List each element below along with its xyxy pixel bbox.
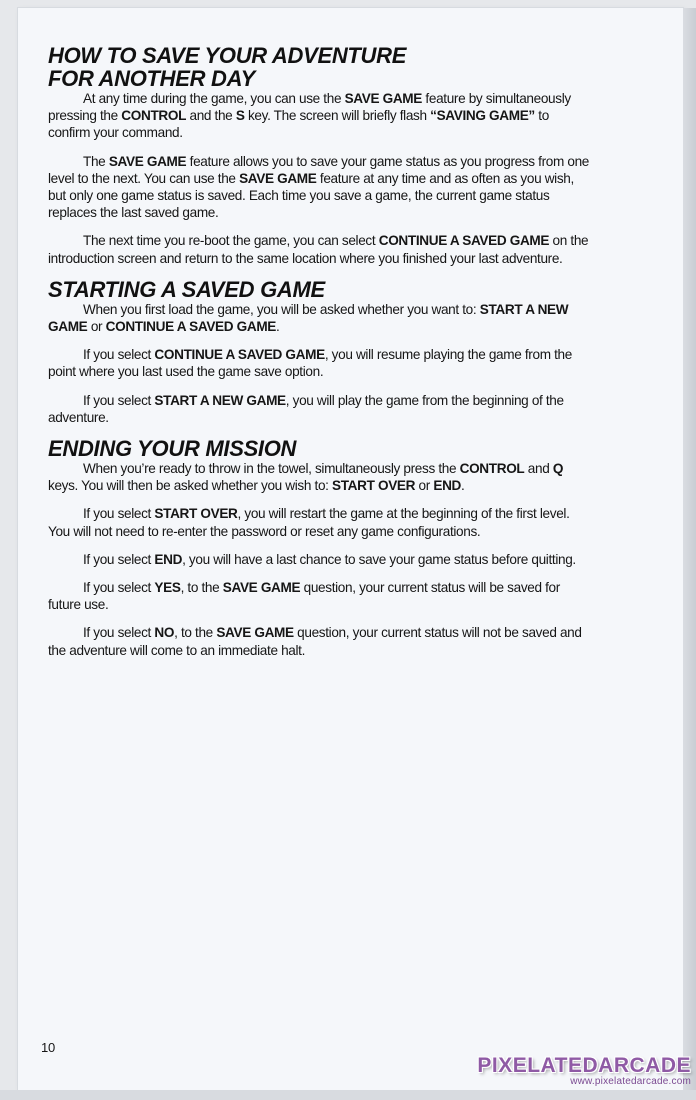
paragraph-end-5 <box>48 624 593 658</box>
bold-term: END <box>433 478 462 494</box>
paragraph-text: and the <box>186 108 236 124</box>
bold-term: “SAVING GAME” <box>430 108 535 124</box>
paragraph-end-1 <box>48 460 593 494</box>
bold-term: SAVE GAME <box>108 153 187 169</box>
paragraph-text: or <box>87 319 106 335</box>
bold-term: SAVE GAME <box>216 625 294 641</box>
paragraph-text: If you select <box>83 392 155 408</box>
section-heading-save-adventure <box>48 44 593 90</box>
paragraph-text: , you will restart the game at the beginning of the first level. You will not need to re-enter the password or reset any game configurations. <box>48 506 570 539</box>
paragraph-text: . <box>461 478 465 494</box>
bold-term: SAVE GAME <box>239 170 317 186</box>
paragraph-text: and <box>524 461 553 477</box>
bold-term: NO <box>154 625 175 641</box>
heading-line-2: FOR ANOTHER DAY <box>48 66 255 91</box>
paragraph-start-2 <box>48 346 593 380</box>
bold-term: START A NEW GAME <box>154 392 286 408</box>
paragraph-text: feature at any time and as often as you wish, but only one game status is saved. Each time you save a game, the current game status replaces the last saved game. <box>48 170 574 221</box>
bold-term: CONTINUE A SAVED GAME <box>154 347 325 363</box>
paragraph-text: , you will have a last chance to save your game status before quitting. <box>182 551 576 567</box>
bold-term: S <box>235 108 245 124</box>
page-number: 10 <box>41 1040 56 1055</box>
bold-term: CONTINUE A SAVED GAME <box>378 233 550 249</box>
paragraph-end-3 <box>48 551 593 568</box>
paragraph-text: When you’re ready to throw in the towel, simultaneously press the <box>83 461 460 477</box>
paragraph-save-2 <box>48 153 593 222</box>
paragraph-text: If you select <box>83 506 155 522</box>
bold-term: START OVER <box>332 478 416 494</box>
bold-term: CONTINUE A SAVED GAME <box>105 319 277 335</box>
bold-term: SAVE GAME <box>344 91 422 106</box>
page-edge-right <box>683 8 696 1090</box>
manual-content <box>48 44 593 670</box>
watermark <box>477 1055 691 1087</box>
paragraph-text: The next time you re-boot the game, you can select <box>83 233 379 249</box>
paragraph-text: If you select <box>83 625 155 641</box>
bold-term: SAVE GAME <box>222 580 301 596</box>
paragraph-start-1 <box>48 301 593 335</box>
bold-term: START A NEW GAME <box>48 301 569 335</box>
bold-term: CONTROL <box>459 461 525 477</box>
paragraph-text: If you select <box>83 551 155 567</box>
section-save-adventure <box>48 44 593 267</box>
paragraph-text: question, your current status will not be saved and the adventure will come to an immediate halt. <box>48 625 582 658</box>
section-heading-ending-mission: ENDING YOUR MISSION <box>48 436 297 462</box>
paragraph-text: feature allows you to save your game status as you progress from one level to the next. You can use the <box>48 153 589 186</box>
paragraph-text: question, your current status will be saved for future use. <box>48 580 560 613</box>
heading-line-1: HOW TO SAVE YOUR ADVENTURE <box>48 43 407 68</box>
paragraph-start-3 <box>48 392 593 426</box>
paragraph-text: . <box>276 319 280 335</box>
paragraph-text: , you will play the game from the beginning of the adventure. <box>48 392 564 425</box>
page-edge-bottom <box>0 1090 696 1100</box>
paragraph-text: on the introduction screen and return to the same location where you finished your last adventure. <box>48 233 589 266</box>
paragraph-text: keys. You will then be asked whether you wish to: <box>48 478 333 494</box>
section-starting-saved-game <box>48 278 593 426</box>
bold-term: YES <box>154 580 181 596</box>
paragraph-text: The <box>83 153 109 169</box>
paragraph-end-4 <box>48 579 593 613</box>
paragraph-text: If you select <box>83 580 155 596</box>
paragraph-text: , to the <box>180 580 223 596</box>
bold-term: END <box>154 551 183 567</box>
section-heading-starting-saved-game: STARTING A SAVED GAME <box>48 276 325 302</box>
paragraph-save-3 <box>48 232 593 266</box>
paragraph-text: At any time during the game, you can use the <box>83 91 345 106</box>
paragraph-end-2 <box>48 505 593 539</box>
paragraph-text: to confirm your command. <box>48 108 549 141</box>
paragraph-text: When you first load the game, you will be asked whether you want to: <box>83 301 480 317</box>
paragraph-text: feature by simultaneously pressing the <box>48 91 571 124</box>
bold-term: START OVER <box>154 506 238 522</box>
paragraph-text: key. The screen will briefly flash <box>244 108 431 124</box>
paragraph-text: , you will resume playing the game from the point where you last used the game save option. <box>48 347 572 380</box>
paragraph-text: If you select <box>83 347 155 363</box>
paragraph-text: or <box>415 478 434 494</box>
watermark-url: www.pixelatedarcade.com <box>570 1076 691 1087</box>
paragraph-text: , to the <box>174 625 217 641</box>
bold-term: Q <box>552 461 564 477</box>
bold-term: CONTROL <box>121 108 187 124</box>
paragraph-save-1 <box>48 90 593 142</box>
section-ending-mission <box>48 437 593 659</box>
watermark-title: PIXELATEDARCADE <box>477 1054 691 1077</box>
